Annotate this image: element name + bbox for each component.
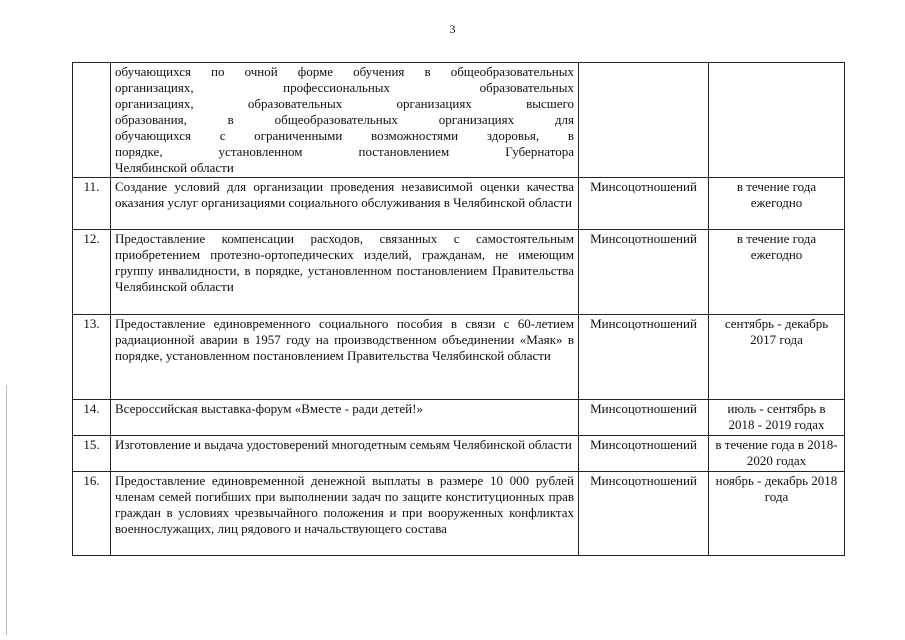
row-number-cell <box>73 63 111 178</box>
row-number: 15. <box>73 436 111 472</box>
measure-description: Предоставление единовременного социального пособия в связи с 60-летием радиационной аварии в 1957 году на производственном объединении «Маяк» в порядке, установленном постановлением Правительства Челябинской области <box>111 315 579 400</box>
measure-description: Предоставление единовременной денежной выплаты в размере 10 000 рублей членам семей погибших при выполнении задач по защите конституционных прав граждан в условиях чрезвычайного положения и при вооруженных конфликтах военнослужащих, лиц рядового и начальствующего состава <box>111 472 579 556</box>
measure-description: Изготовление и выдача удостоверений многодетным семьям Челябинской области <box>111 436 579 472</box>
executor: Минсоцотношений <box>579 400 709 436</box>
row-number: 12. <box>73 230 111 315</box>
table-row <box>73 400 845 436</box>
deadline: ноябрь - декабрь 2018 года <box>709 472 845 556</box>
executor: Минсоцотношений <box>579 230 709 315</box>
measure-description: Всероссийская выставка-форум «Вместе - ради детей!» <box>111 400 579 436</box>
measure-description: Создание условий для организации проведения независимой оценки качества оказания услуг организациями социального обслуживания в Челябинской области <box>111 178 579 230</box>
deadline: сентябрь - декабрь 2017 года <box>709 315 845 400</box>
description-line: обучающихся по очной форме обучения в общеобразовательных <box>115 64 574 79</box>
table-row-continuation <box>73 63 845 178</box>
description-line: образования, в общеобразовательных организациях для <box>115 112 574 127</box>
measure-description: Предоставление компенсации расходов, связанных с самостоятельным приобретением протезно-ортопедических изделий, гражданам, не имеющим группу инвалидности, в порядке, установленном постановлением Правительства Челябинской области <box>111 230 579 315</box>
measures-table <box>72 62 845 556</box>
term-cell <box>709 63 845 178</box>
row-number: 11. <box>73 178 111 230</box>
deadline: июль - сентябрь в 2018 - 2019 годах <box>709 400 845 436</box>
description-line: организациях, профессиональных образовательных <box>115 80 574 95</box>
row-number: 14. <box>73 400 111 436</box>
scan-edge-line <box>6 385 7 635</box>
description-line: Челябинской области <box>115 160 234 175</box>
table-row <box>73 315 845 400</box>
deadline: в течение года в 2018-2020 годах <box>709 436 845 472</box>
table-row <box>73 472 845 556</box>
description-line: порядке, установленном постановлением Губернатора <box>115 144 574 159</box>
row-number: 13. <box>73 315 111 400</box>
deadline: в течение года ежегодно <box>709 178 845 230</box>
executor-cell <box>579 63 709 178</box>
row-number: 16. <box>73 472 111 556</box>
page-number: 3 <box>449 22 456 36</box>
executor: Минсоцотношений <box>579 472 709 556</box>
description-line: обучающихся с ограниченными возможностями здоровья, в <box>115 128 574 143</box>
continuation-description-cell <box>111 63 579 178</box>
executor: Минсоцотношений <box>579 436 709 472</box>
table-row <box>73 436 845 472</box>
deadline: в течение года ежегодно <box>709 230 845 315</box>
table-row <box>73 230 845 315</box>
executor: Минсоцотношений <box>579 178 709 230</box>
table-row <box>73 178 845 230</box>
executor: Минсоцотношений <box>579 315 709 400</box>
description-line: организациях, образовательных организациях высшего <box>115 96 574 111</box>
